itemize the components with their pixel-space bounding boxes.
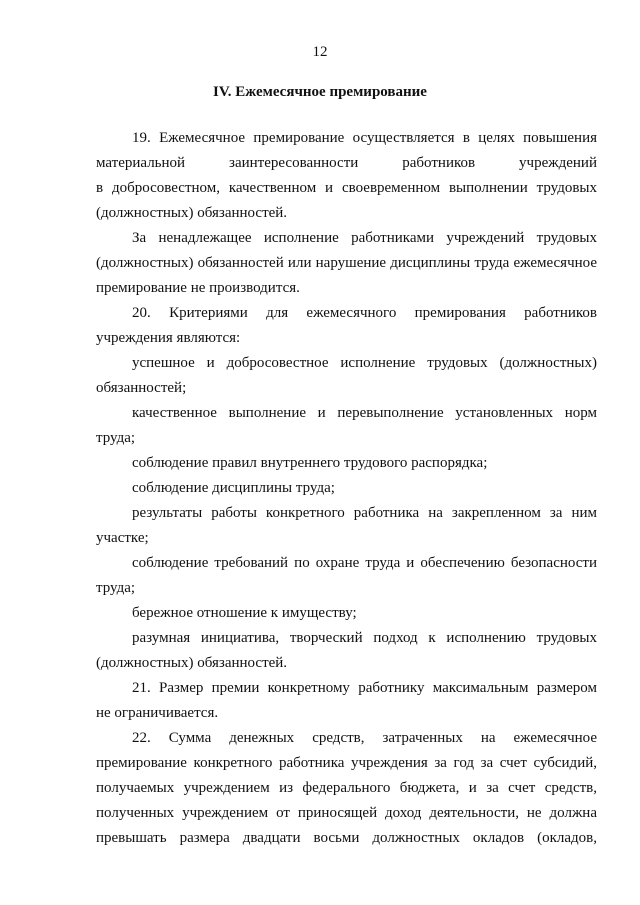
paragraph-line: труда; — [96, 580, 136, 596]
paragraph-line: успешное и добросовестное исполнение трудовых (должностных) — [132, 355, 597, 371]
paragraph-line: 21. Размер премии конкретному работнику максимальным размером — [132, 680, 597, 696]
paragraph-line: 19. Ежемесячное премирование осуществляется в целях повышения — [132, 130, 597, 146]
paragraph-line: 22. Сумма денежных средств, затраченных на ежемесячное — [132, 730, 597, 746]
paragraph-line: (должностных) обязанностей. — [96, 205, 288, 221]
body-text — [96, 126, 597, 851]
paragraph-line: качественное выполнение и перевыполнение установленных норм — [132, 405, 597, 421]
section-title: IV. Ежемесячное премирование — [213, 84, 427, 100]
paragraph-line: труда; — [96, 430, 136, 446]
paragraph-line: бережное отношение к имуществу; — [132, 605, 357, 621]
paragraph — [96, 501, 597, 551]
paragraph-line: обязанностей; — [96, 380, 187, 396]
paragraph-line: соблюдение дисциплины труда; — [132, 480, 335, 496]
paragraph — [96, 626, 597, 676]
paragraph-line: премирование конкретного работника учреждения за год за счет субсидий, — [96, 755, 597, 771]
paragraph — [96, 726, 597, 851]
paragraph-line: соблюдение правил внутреннего трудового распорядка; — [132, 455, 488, 471]
paragraph-line: соблюдение требований по охране труда и обеспечению безопасности — [132, 555, 597, 571]
paragraph — [96, 476, 597, 501]
paragraph-line: (должностных) обязанностей. — [96, 655, 288, 671]
paragraph-line: (должностных) обязанностей или нарушение дисциплины труда ежемесячное — [96, 255, 597, 271]
paragraph-line: разумная инициатива, творческий подход к исполнению трудовых — [132, 630, 597, 646]
paragraph-line: учреждения являются: — [96, 330, 241, 346]
paragraph-line: получаемых учреждением из федерального бюджета, и за счет средств, — [96, 780, 597, 796]
paragraph-line: превышать размера двадцати восьми должностных окладов (окладов, — [96, 830, 597, 846]
paragraph — [96, 226, 597, 301]
paragraph-line: 20. Критериями для ежемесячного премирования работников — [132, 305, 597, 321]
page-number: 12 — [312, 44, 328, 60]
paragraph-line: За ненадлежащее исполнение работниками учреждений трудовых — [132, 230, 597, 246]
paragraph — [96, 301, 597, 351]
paragraph-line: результаты работы конкретного работника на закрепленном за ним — [132, 505, 597, 521]
paragraph-line: премирование не производится. — [96, 280, 300, 296]
paragraph — [96, 401, 597, 451]
paragraph — [96, 601, 597, 626]
paragraph-line: не ограничивается. — [96, 705, 219, 721]
paragraph — [96, 676, 597, 726]
paragraph-line: материальной заинтересованности работников учреждений — [96, 155, 597, 171]
paragraph — [96, 551, 597, 601]
paragraph-line: полученных учреждением от приносящей доход деятельности, не должна — [96, 805, 597, 821]
paragraph-line: участке; — [96, 530, 149, 546]
paragraph — [96, 351, 597, 401]
paragraph-line: в добросовестном, качественном и своевременном выполнении трудовых — [96, 180, 597, 196]
paragraph — [96, 126, 597, 226]
paragraph — [96, 451, 597, 476]
